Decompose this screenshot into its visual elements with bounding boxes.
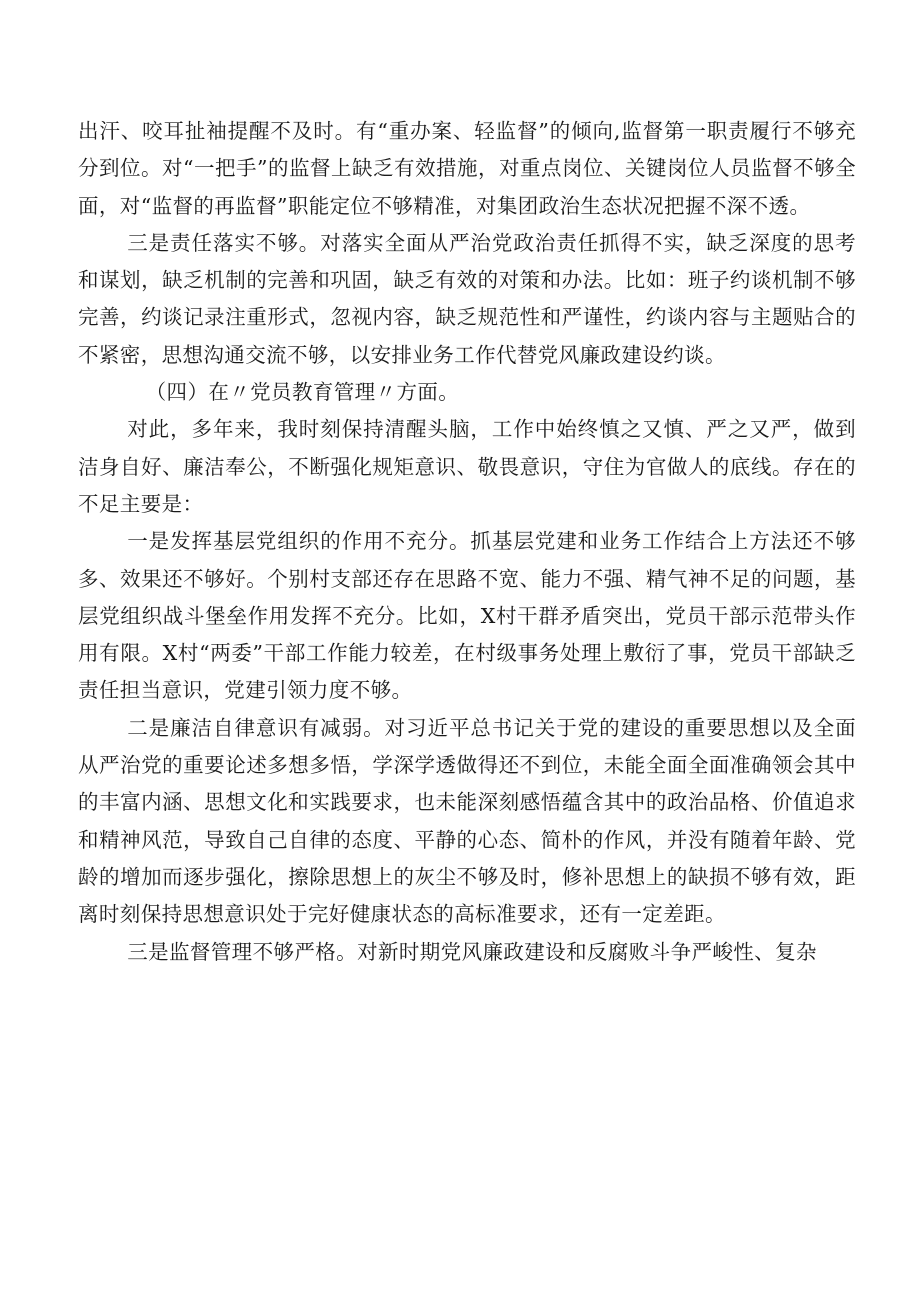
- document-body: [78, 113, 856, 971]
- section-heading: （四）在〃党员教育管理〃方面。: [145, 380, 460, 405]
- paragraph-intro: 对此，多年来，我时刻保持清醒头脑，工作中始终慎之又慎、严之又严，做到洁身自好、廉洁奉公，不断强化规矩意识、敬畏意识，守住为官做人的底线。存在的不足主要是：: [78, 417, 856, 516]
- paragraph-point-three: 三是监督管理不够严格。对新时期党风廉政建设和反腐败斗争严峻性、复杂: [127, 939, 817, 964]
- paragraph-responsibility: 三是责任落实不够。对落实全面从严治党政治责任抓得不实，缺乏深度的思考和谋划，缺乏机制的完善和巩固，缺乏有效的对策和办法。比如：班子约谈机制不够完善，约谈记录注重形式，忽视内容，缺乏规范性和严谨性，约谈内容与主题贴合的不紧密，思想沟通交流不够，以安排业务工作代替党风廉政建设约谈。: [78, 230, 856, 367]
- paragraph-continuation: 出汗、咬耳扯袖提醒不及时。有“重办案、轻监督”的倾向,监督第一职责履行不够充分到位。对“一把手”的监督上缺乏有效措施，对重点岗位、关键岗位人员监督不够全面，对“监督的再监督”职能定位不够精准，对集团政治生态状况把握不深不透。: [78, 119, 856, 218]
- paragraph-point-two: 二是廉洁自律意识有减弱。对习近平总书记关于党的建设的重要思想以及全面从严治党的重要论述多想多悟，学深学透做得还不到位，未能全面全面准确领会其中的丰富内涵、思想文化和实践要求，也未能深刻感悟蕴含其中的政治品格、价值追求和精神风范，导致自己自律的态度、平静的心态、简朴的作风，并没有随着年龄、党龄的增加而逐步强化，擦除思想上的灰尘不够及时，修补思想上的缺损不够有效，距离时刻保持思想意识处于完好健康状态的高标准要求，还有一定差距。: [78, 715, 856, 927]
- paragraph-point-one: 一是发挥基层党组织的作用不充分。抓基层党建和业务工作结合上方法还不够多、效果还不够好。个别村支部还存在思路不宽、能力不强、精气神不足的问题，基层党组织战斗堡垒作用发挥不充分。比如，X村干群矛盾突出，党员干部示范带头作用有限。X村“两委”干部工作能力较差，在村级事务处理上敷衍了事，党员干部缺乏责任担当意识，党建引领力度不够。: [78, 529, 856, 703]
